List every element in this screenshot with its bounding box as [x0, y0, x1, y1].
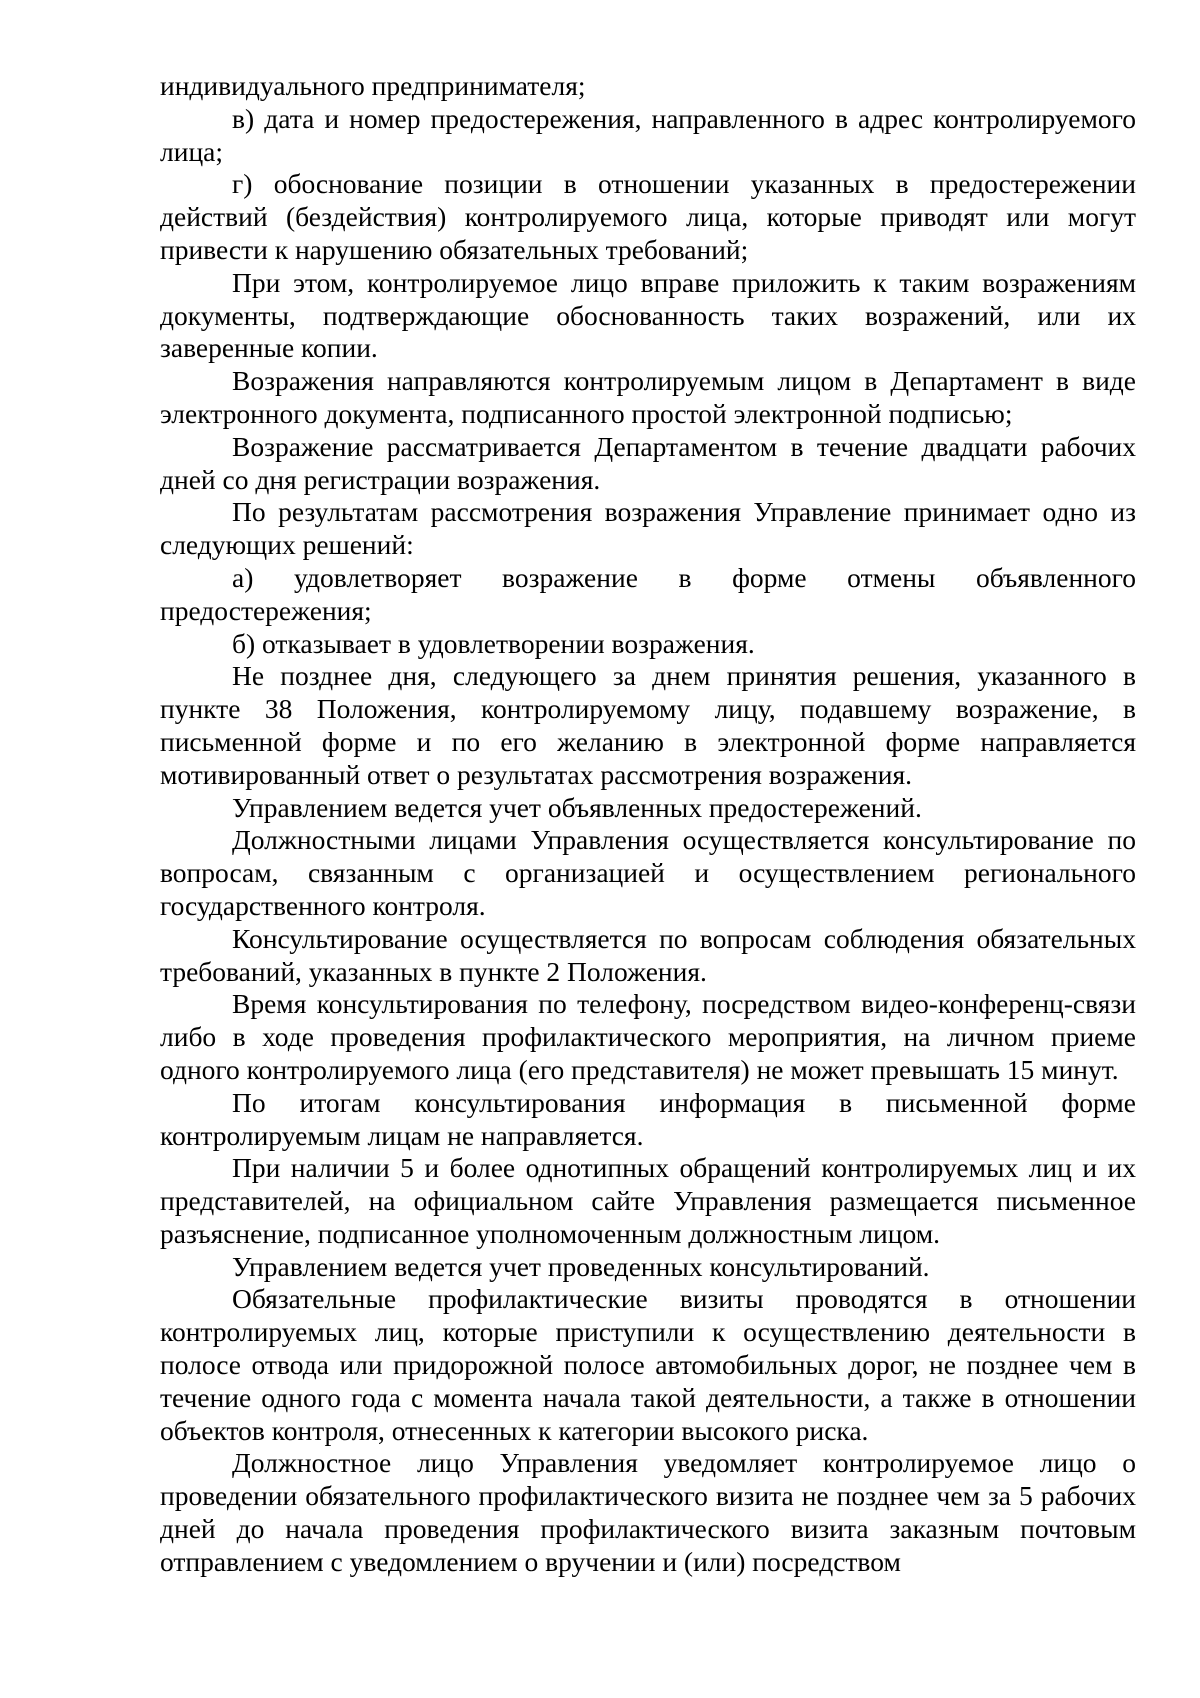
paragraph-7: По результатам рассмотрения возражения Управление принимает одно из следующих решений:: [160, 496, 1136, 561]
document-page: [160, 70, 1136, 1579]
paragraph-6: Возражение рассматривается Департаментом в течение двадцати рабочих дней со дня регистрации возражения.: [160, 430, 1136, 495]
paragraph-2: в) дата и номер предостережения, направленного в адрес контролируемого лица;: [160, 102, 1136, 167]
paragraph-16: При наличии 5 и более однотипных обращений контролируемых лиц и их представителей, на официальном сайте Управления размещается письменное разъяснение, подписанное уполномоченным должностным лицом.: [160, 1152, 1136, 1249]
paragraph-8: а) удовлетворяет возражение в форме отмены объявленного предостережения;: [160, 561, 1136, 626]
paragraph-4: При этом, контролируемое лицо вправе приложить к таким возражениям документы, подтверждающие обоснованность таких возражений, или их заверенные копии.: [160, 266, 1136, 364]
paragraph-13: Консультирование осуществляется по вопросам соблюдения обязательных требований, указанных в пункте 2 Положения.: [160, 922, 1136, 987]
paragraph-11: Управлением ведется учет объявленных предостережений.: [232, 791, 922, 823]
paragraph-9: б) отказывает в удовлетворении возражения.: [232, 627, 755, 659]
paragraph-18: Обязательные профилактические визиты проводятся в отношении контролируемых лиц, которые приступили к осуществлению деятельности в полосе отвода или придорожной полосе автомобильных дорог, не позднее чем в течение одного года с момента начала такой деятельности, а также в отношении объектов контроля, отнесенных к категории высокого риска.: [160, 1283, 1136, 1446]
paragraph-15: По итогам консультирования информация в письменной форме контролируемым лицам не направляется.: [160, 1086, 1136, 1151]
paragraph-19: Должностное лицо Управления уведомляет контролируемое лицо о проведении обязательного профилактического визита не позднее чем за 5 рабочих дней до начала проведения профилактического визита заказным почтовым отправлением с уведомлением о вручении и (или) посредством: [160, 1447, 1136, 1577]
paragraph-12: Должностными лицами Управления осуществляется консультирование по вопросам, связанным с организацией и осуществлением регионального государственного контроля.: [160, 824, 1136, 921]
paragraph-5: Возражения направляются контролируемым лицом в Департамент в виде электронного документа, подписанного простой электронной подписью;: [160, 365, 1136, 429]
paragraph-17: Управлением ведется учет проведенных консультирований.: [232, 1250, 930, 1282]
paragraph-14: Время консультирования по телефону, посредством видео-конференц-связи либо в ходе проведения профилактического мероприятия, на личном приеме одного контролируемого лица (его представителя) не может превышать 15 минут.: [160, 988, 1136, 1085]
paragraph-10: Не позднее дня, следующего за днем принятия решения, указанного в пункте 38 Положения, контролируемому лицу, подавшему возражение, в письменной форме и по его желанию в электронной форме направляется мотивированный ответ о результатах рассмотрения возражения.: [160, 660, 1136, 790]
paragraph-1: индивидуального предпринимателя;: [160, 70, 586, 101]
paragraph-3: г) обоснование позиции в отношении указанных в предостережении действий (бездействия) контролируемого лица, которые приводят или могут привести к нарушению обязательных требований;: [160, 168, 1136, 265]
